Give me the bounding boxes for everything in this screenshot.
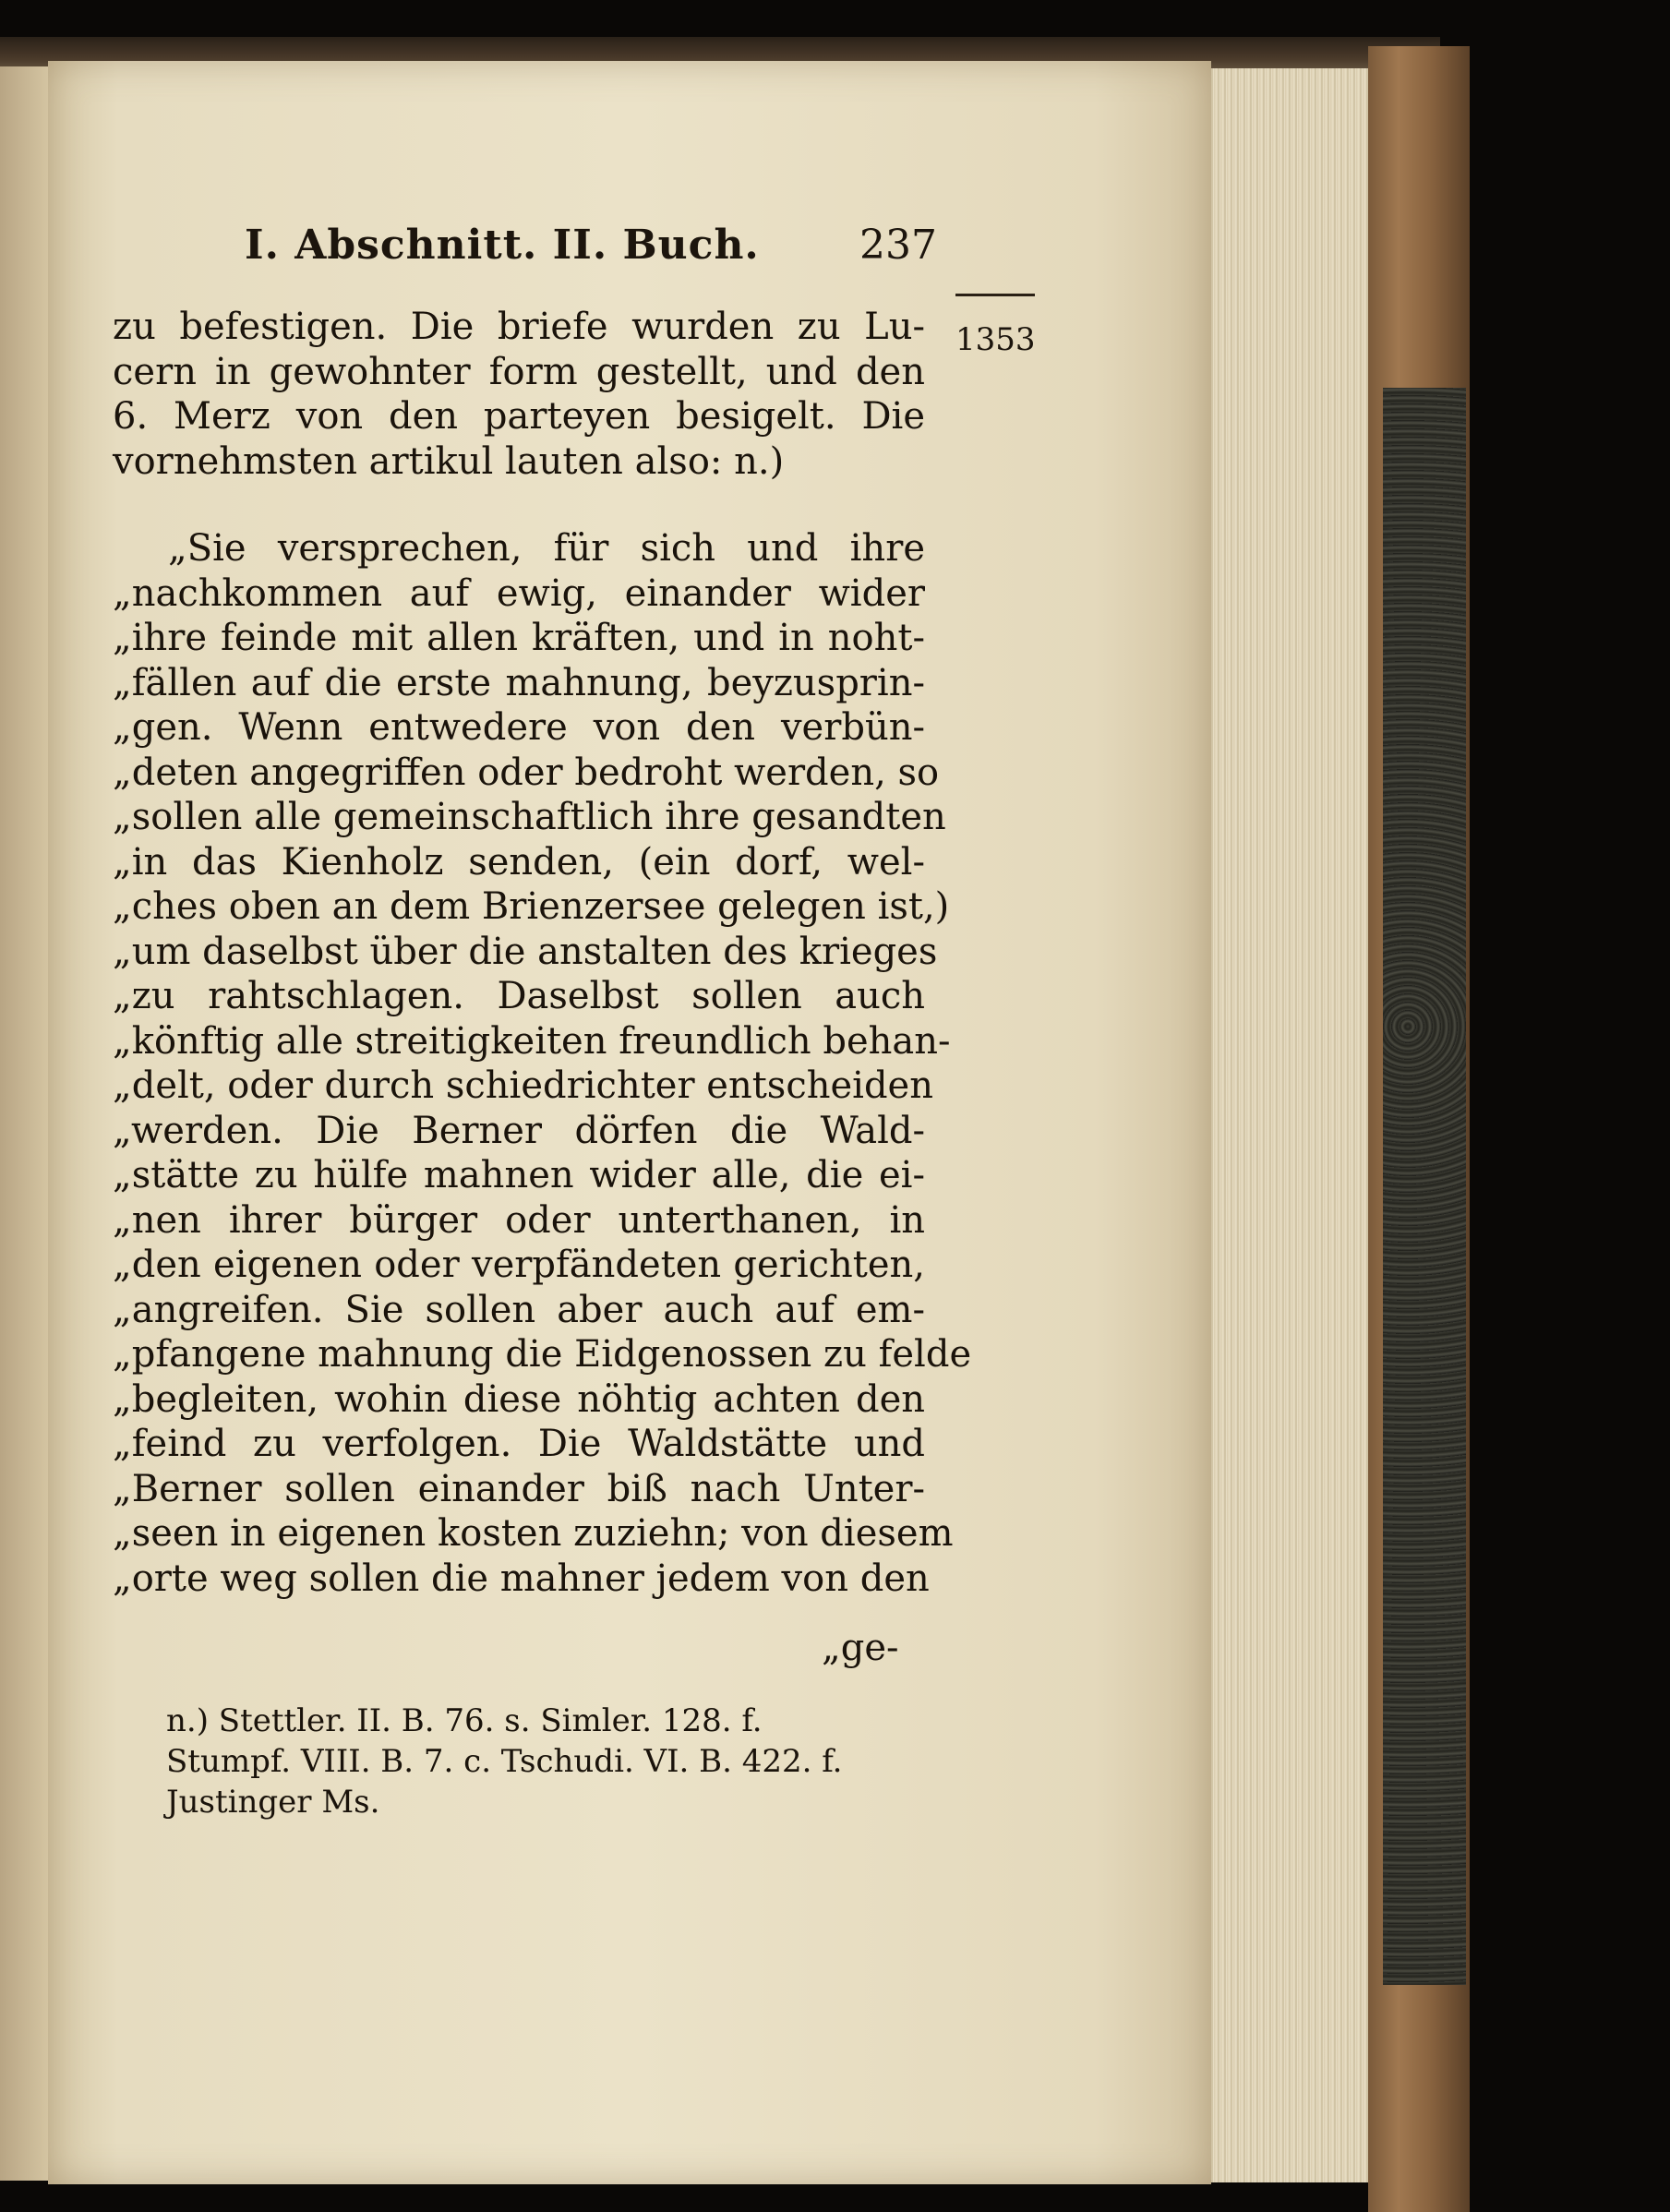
footnote-line: Stumpf. VIII. B. 7. c. Tschudi. VI. B. 422. f. (166, 1743, 843, 1780)
quote-line: „ches oben an dem Brienzersee gelegen ist,) (113, 885, 950, 928)
quote-line: „seen in eigenen kosten zuziehn; von diesem (113, 1512, 954, 1555)
quote-line: „delt, oder durch schiedrichter entscheiden (113, 1064, 933, 1107)
quote-line: „Berner sollen einander biß nach Unter- (113, 1467, 925, 1510)
footnote-line: n.) Stettler. II. B. 76. s. Simler. 128. f. (166, 1702, 763, 1739)
body-text (113, 305, 972, 1601)
footnote (166, 1701, 914, 1822)
marbled-cover-panel (1383, 388, 1466, 1985)
text-line: zu befestigen. Die briefe wurden zu Lu- (113, 306, 925, 348)
quote-line: „orte weg sollen die mahner jedem von den (113, 1557, 930, 1600)
text-line: vornehmsten artikul lauten also: n.) (113, 439, 785, 483)
quote-line: „den eigenen oder verpfändeten gerichten, (113, 1244, 925, 1286)
quote-line: „deten angegriffen oder bedroht werden, so (113, 751, 940, 794)
quote-line: „könftig alle streitigkeiten freundlich behan- (113, 1019, 951, 1063)
quote-line: „fällen auf die erste mahnung, beyzusprin- (113, 661, 925, 704)
quote-line: „stätte zu hülfe mahnen wider alle, die ei- (113, 1154, 925, 1196)
quote-line: „nachkommen auf ewig, einander wider (113, 571, 925, 615)
quote-line: „pfangene mahnung die Eidgenossen zu felde (113, 1333, 972, 1376)
quote-line: „sollen alle gemeinschaftlich ihre gesandten (113, 796, 946, 838)
quote-line: „nen ihrer bürger oder unterthanen, in (113, 1198, 925, 1242)
page-stack-edges (1193, 68, 1370, 2182)
quote-line: „zu rahtschlagen. Daselbst sollen auch (113, 975, 925, 1017)
text-line: cern in gewohnter form gestellt, und den (113, 350, 925, 393)
quote-line: „gen. Wenn entwedere von den verbün- (113, 706, 925, 749)
margin-rule (955, 294, 1035, 296)
quote-line: „feind zu verfolgen. Die Waldstätte und (113, 1423, 925, 1465)
running-title: I. Abschnitt. II. Buch. (245, 222, 760, 269)
quote-line: „Sie versprechen, für sich und ihre (168, 527, 925, 570)
text-line: 6. Merz von den parteyen besigelt. Die (113, 395, 925, 438)
quote-line: „in das Kienholz senden, (ein dorf, wel- (113, 840, 925, 884)
page-number: 237 (859, 222, 937, 269)
quote-line: „angreifen. Sie sollen aber auch auf em- (113, 1288, 925, 1331)
footnote-line: Justinger Ms. (166, 1784, 380, 1821)
quote-line: „werden. Die Berner dörfen die Wald- (113, 1109, 925, 1152)
quote-line: „begleiten, wohin diese nöhtig achten den (113, 1377, 925, 1421)
quote-line: „ihre feinde mit allen kräften, und in noht- (113, 617, 925, 659)
quote-line: „um daselbst über die anstalten des krieges (113, 930, 938, 973)
running-header (245, 222, 937, 277)
catchword: „ge- (822, 1627, 899, 1669)
margin-year: 1353 (955, 321, 1036, 358)
